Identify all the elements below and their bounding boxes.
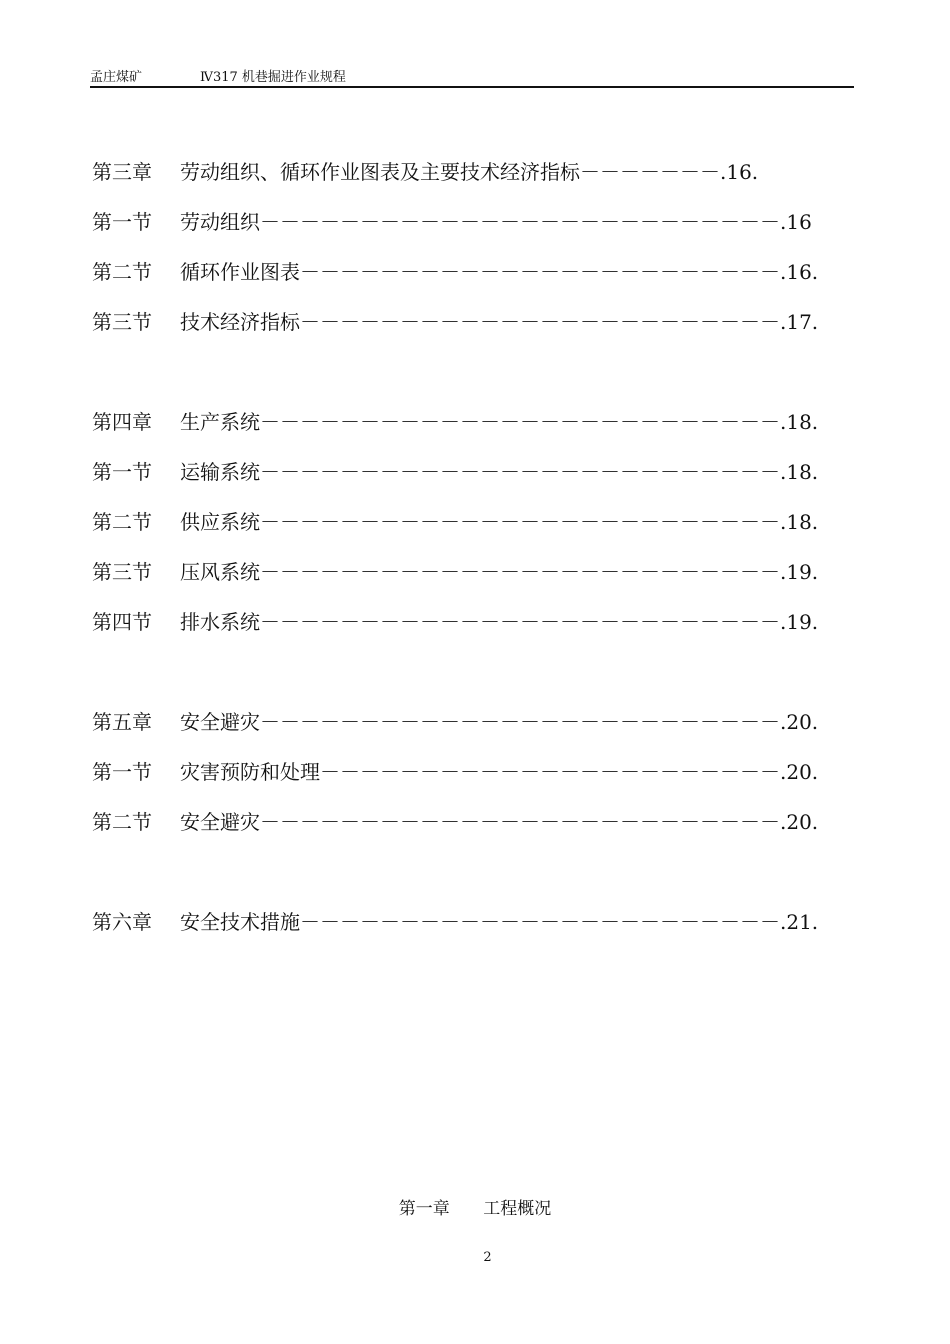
toc-spacer <box>92 852 812 902</box>
toc-entry-label: 第五章 <box>92 710 152 734</box>
toc-entry-label: 第二节 <box>92 510 152 534</box>
toc-entry-label: 第二节 <box>92 810 152 834</box>
toc-entry[interactable] <box>92 302 819 352</box>
toc-entry-title: 安全避灾－－－－－－－－－－－－－－－－－－－－－－－－－－.20. <box>180 810 819 834</box>
toc-entry-title: 安全技术措施－－－－－－－－－－－－－－－－－－－－－－－－.21. <box>180 910 819 934</box>
chapter-heading <box>0 1194 950 1219</box>
toc-entry[interactable] <box>92 252 819 302</box>
toc-entry-title: 运输系统－－－－－－－－－－－－－－－－－－－－－－－－－－.18. <box>180 460 819 484</box>
chapter-number: 第一章 <box>398 1199 450 1219</box>
chapter-title: 工程概况 <box>483 1199 552 1219</box>
toc-entry[interactable] <box>92 152 812 202</box>
company-name: 孟庄煤矿 <box>90 70 143 85</box>
toc-spacer <box>92 652 812 702</box>
page-header <box>90 66 854 88</box>
toc-entry-label: 第一节 <box>92 210 152 234</box>
toc-entry-label: 第四节 <box>92 610 152 634</box>
toc-entry-title: 压风系统－－－－－－－－－－－－－－－－－－－－－－－－－－.19. <box>180 560 819 584</box>
toc-entry-label: 第三章 <box>92 160 152 184</box>
toc-entry[interactable] <box>92 902 819 952</box>
toc-entry-label: 第二节 <box>92 260 152 284</box>
toc-entry[interactable] <box>92 502 819 552</box>
toc-entry[interactable] <box>92 552 819 602</box>
toc-entry[interactable] <box>92 402 819 452</box>
toc-entry-label: 第一节 <box>92 760 152 784</box>
toc-entry-title: 劳动组织、循环作业图表及主要技术经济指标－－－－－－－.16. <box>180 160 759 184</box>
toc-entry-title: 循环作业图表－－－－－－－－－－－－－－－－－－－－－－－－.16. <box>180 260 819 284</box>
toc-entry-title: 劳动组织－－－－－－－－－－－－－－－－－－－－－－－－－－.16 <box>180 210 812 234</box>
toc-entry-title: 排水系统－－－－－－－－－－－－－－－－－－－－－－－－－－.19. <box>180 610 819 634</box>
toc-entry-title: 安全避灾－－－－－－－－－－－－－－－－－－－－－－－－－－.20. <box>180 710 819 734</box>
toc-entry[interactable] <box>92 702 819 752</box>
toc-entry[interactable] <box>92 752 819 802</box>
toc-entry-label: 第六章 <box>92 910 152 934</box>
toc-entry-label: 第四章 <box>92 410 152 434</box>
toc-entry-title: 技术经济指标－－－－－－－－－－－－－－－－－－－－－－－－.17. <box>180 310 819 334</box>
toc-entry-label: 第三节 <box>92 310 152 334</box>
toc-entry-title: 灾害预防和处理－－－－－－－－－－－－－－－－－－－－－－－.20. <box>180 760 819 784</box>
toc-entry-label: 第三节 <box>92 560 152 584</box>
document-title: Ⅳ317 机巷掘进作业规程 <box>200 70 346 85</box>
toc-entry-title: 生产系统－－－－－－－－－－－－－－－－－－－－－－－－－－.18. <box>180 410 819 434</box>
toc-entry-title: 供应系统－－－－－－－－－－－－－－－－－－－－－－－－－－.18. <box>180 510 819 534</box>
table-of-contents <box>92 152 819 952</box>
toc-entry[interactable] <box>92 202 812 252</box>
toc-entry[interactable] <box>92 452 819 502</box>
toc-entry[interactable] <box>92 602 819 652</box>
toc-spacer <box>92 352 812 402</box>
toc-entry-label: 第一节 <box>92 460 152 484</box>
toc-entry[interactable] <box>92 802 819 852</box>
page-number: 2 <box>483 1250 492 1265</box>
